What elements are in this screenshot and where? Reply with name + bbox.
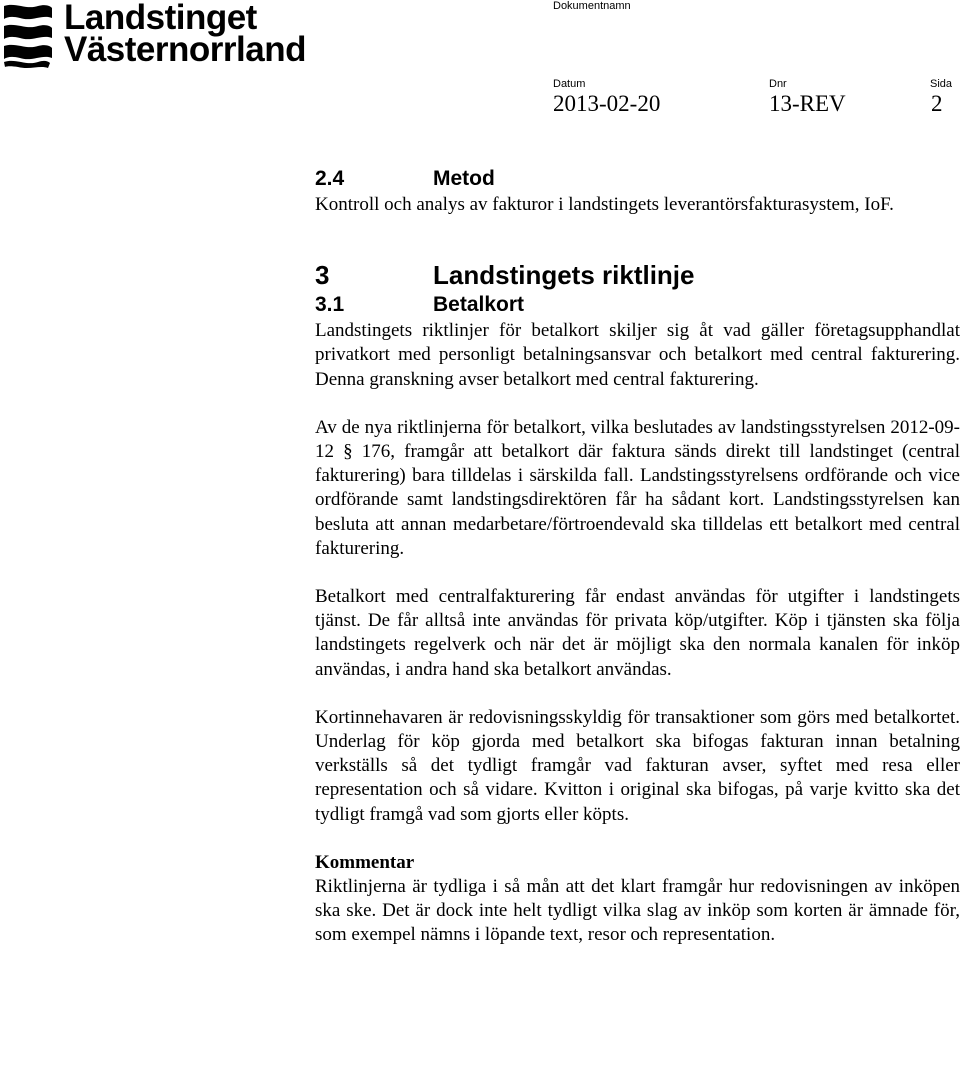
- logo-line-1: Landstinget: [64, 0, 257, 37]
- page-label: Sida: [930, 78, 953, 90]
- comment-paragraph: Riktlinjerna är tydliga i så mån att det klart framgår hur redovisningen av inköpen ska ske. Det är dock inte helt tydligt vilka slag av inköp som korten är ämnade för, som exempel nämns i löpande text, resor och representation.: [315, 875, 960, 946]
- section-heading-2-4: [315, 165, 960, 193]
- page-value: 2: [931, 91, 943, 116]
- section-heading-3-1: [315, 291, 960, 319]
- section-heading-3: [315, 259, 960, 291]
- document-name-label: Dokumentnamn: [553, 0, 631, 12]
- date-label: Datum: [553, 78, 586, 90]
- section-title: Metod: [433, 167, 495, 190]
- method-paragraph: Kontroll och analys av fakturor i landstingets leverantörsfakturasystem, IoF.: [315, 194, 894, 215]
- dnr-label: Dnr: [769, 78, 787, 90]
- section-number: 3: [315, 260, 330, 291]
- section-title: Landstingets riktlinje: [433, 260, 695, 291]
- paragraph-card-types: Landstingets riktlinjer för betalkort skiljer sig åt vad gäller företagsupphandlat privatkort med personligt betalningsansvar och betalkort med central fakturering. Denna granskning avser betalkort med central fakturering.: [315, 320, 960, 390]
- paragraph-accountability: Kortinnehavaren är redovisningsskyldig för transaktioner som görs med betalkortet. Underlag för köp gjorda med betalkort ska bifogas fakturan innan betalning verkställs så det tydligt framgår vad fakturan avser, syftet med resa eller representation och så vidare. Kvitton i original ska bifogas, på varje kvitto ska det tydligt framgå vad som gjorts eller köpts.: [315, 706, 960, 825]
- document-body: [315, 165, 960, 947]
- county-coat-of-arms-icon: [2, 2, 54, 70]
- paragraph-new-guidelines: Av de nya riktlinjerna för betalkort, vilka beslutades av landstingsstyrelsen 2012-09-12 § 176, framgår att betalkort där faktura sänds direkt till landstinget (central fakturering) bara tilldelas i särskilda fall. Landstingsstyrelsens ordförande och vice ordförande samt landstingsdirektören får ha sådant kort. Landstingsstyrelsen kan besluta att annan medarbetare/förtroendevald ska tilldelas ett betalkort med central fakturering.: [315, 416, 960, 559]
- comment-heading: Kommentar: [315, 851, 415, 873]
- section-number: 3.1: [315, 293, 345, 317]
- date-value: 2013-02-20: [553, 91, 661, 116]
- organization-logo: [2, 0, 306, 72]
- section-title: Betalkort: [433, 293, 525, 317]
- logo-line-2: Västernorrland: [64, 30, 306, 69]
- section-number: 2.4: [315, 167, 345, 190]
- dnr-value: 13-REV: [769, 91, 846, 116]
- paragraph-usage-rules: Betalkort med centralfakturering får endast användas för utgifter i landstingets tjänst. De får alltså inte användas för privata köp/utgifter. Köp i tjänsten ska följa landstingets regelverk och när det är möjligt ska den normala kanalen för inköp användas, i andra hand ska betalkort användas.: [315, 586, 960, 680]
